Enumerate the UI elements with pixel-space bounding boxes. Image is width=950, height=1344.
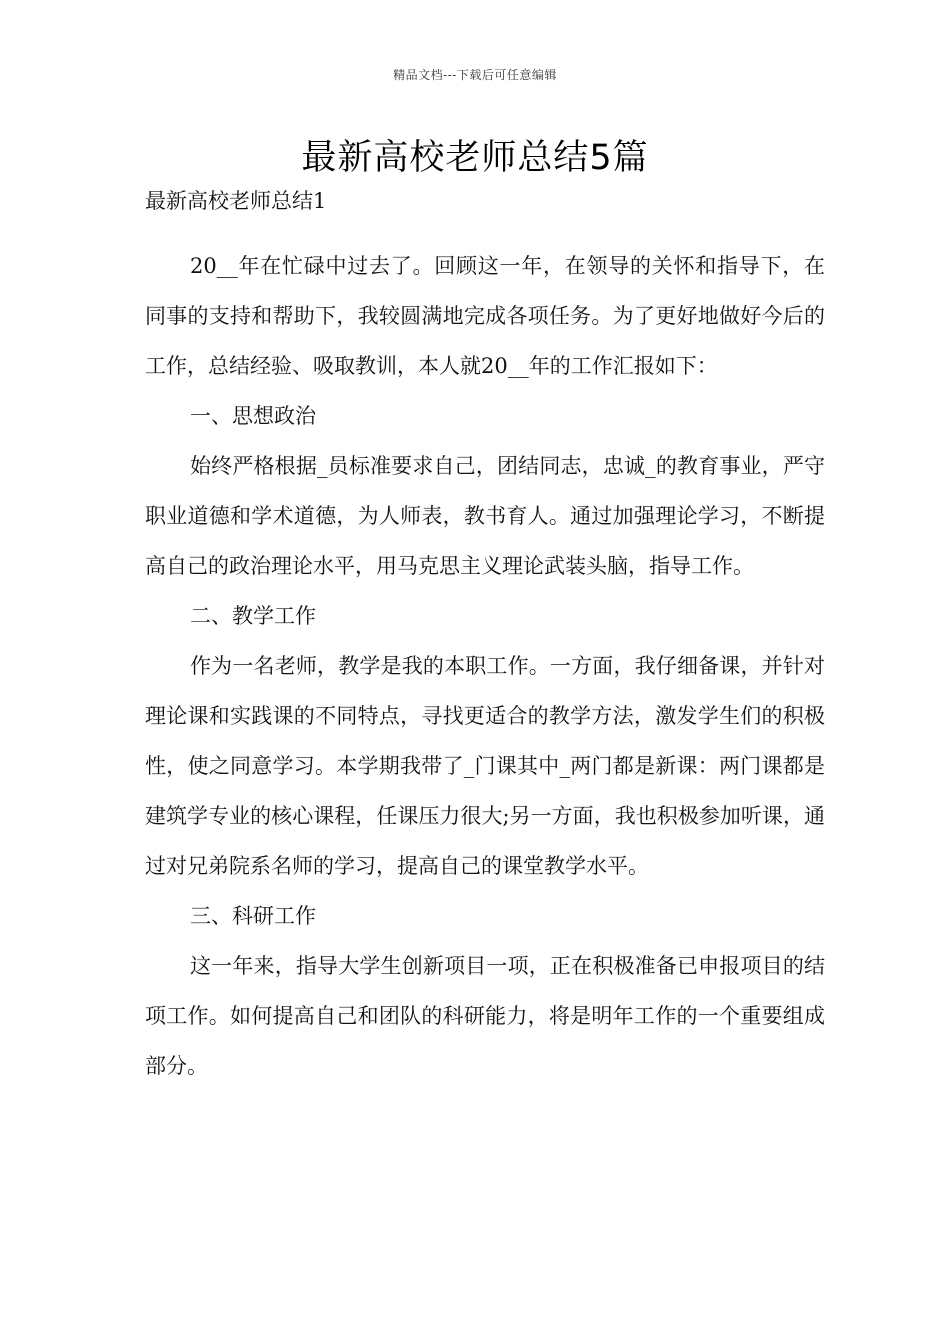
document-subtitle: 最新高校老师总结1 bbox=[145, 189, 327, 213]
section-heading: 二、教学工作 bbox=[190, 604, 316, 628]
document-title: 最新高校老师总结5篇 bbox=[301, 138, 649, 178]
section-heading: 一、思想政治 bbox=[190, 404, 316, 428]
section-paragraph: 始终严格根据_员标准要求自己，团结同志，忠诚_的教育事业，严守职业道德和学术道德，为人师表，教书育人。通过加强理论学习，不断提高自己的政治理论水平，用马克思主义理论武装头脑，指导工作。 bbox=[145, 454, 825, 578]
section-heading: 三、科研工作 bbox=[190, 904, 316, 928]
section-paragraph: 作为一名老师，教学是我的本职工作。一方面，我仔细备课，并针对理论课和实践课的不同特点，寻找更适合的教学方法，激发学生们的积极性，使之同意学习。本学期我带了_门课其中_两门都是新课：两门课都是建筑学专业的核心课程，任课压力很大;另一方面，我也积极参加听课，通过对兄弟院系名师的学习，提高自己的课堂教学水平。 bbox=[145, 654, 825, 878]
section-paragraph: 这一年来，指导大学生创新项目一项，正在积极准备已申报项目的结项工作。如何提高自己和团队的科研能力，将是明年工作的一个重要组成部分。 bbox=[145, 954, 825, 1078]
intro-paragraph: 20__年在忙碌中过去了。回顾这一年，在领导的关怀和指导下，在同事的支持和帮助下，我较圆满地完成各项任务。为了更好地做好今后的工作，总结经验、吸取教训，本人就20__年的工作汇报如下： bbox=[145, 254, 825, 378]
document-body bbox=[145, 186, 825, 1091]
header-note: 精品文档---下载后可任意编辑 bbox=[393, 68, 557, 82]
